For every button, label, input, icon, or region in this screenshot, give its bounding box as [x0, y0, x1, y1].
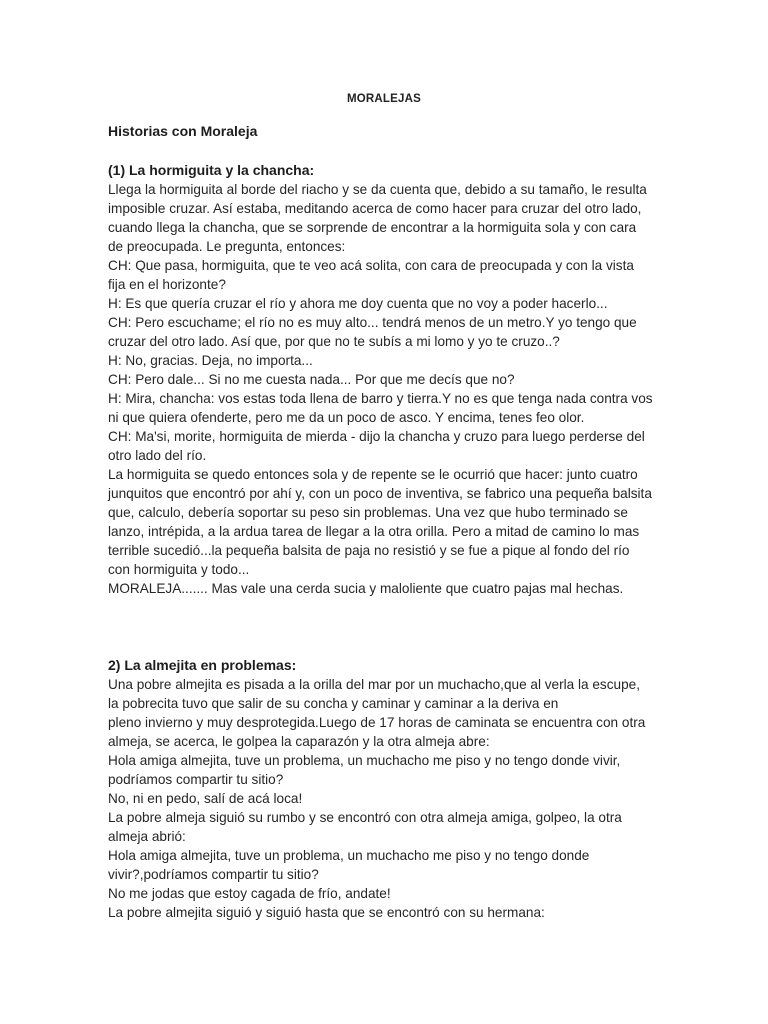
story-section-2: [108, 656, 668, 922]
paragraph-line: CH: Que pasa, hormiguita, que te veo acá solita, con cara de preocupada y con la vista: [108, 258, 634, 273]
paragraph-line: La hormiguita se quedo entonces sola y de repente se le ocurrió que hacer: junto cuatro: [108, 467, 638, 482]
paragraph-line: lanzo, intrépida, a la ardua tarea de llegar a la otra orilla. Pero a mitad de camino lo mas: [108, 524, 640, 539]
paragraph-line: imposible cruzar. Así estaba, meditando acerca de como hacer para cruzar del otro lado,: [108, 201, 642, 216]
paragraph-line: terrible sucedió...la pequeña balsita de paja no resistió y se fue a pique al fondo del río: [108, 543, 630, 558]
paragraph-line: MORALEJA....... Mas vale una cerda sucia y maloliente que cuatro pajas mal hechas.: [108, 581, 624, 596]
paragraph-line: cuando llega la chancha, que se sorprende de encontrar a la hormiguita sola y con cara: [108, 220, 637, 235]
paragraph-line: fija en el horizonte?: [108, 277, 226, 292]
paragraph-line: No, ni en pedo, salí de acá loca!: [108, 791, 303, 806]
paragraph-line: junquitos que encontró por ahí y, con un poco de inventiva, se fabrico una pequeña balsita: [108, 486, 652, 501]
story-heading-2: 2) La almejita en problemas:: [108, 657, 297, 673]
document-title: MORALEJAS: [346, 93, 421, 105]
document-subtitle: Historias con Moraleja: [108, 123, 258, 139]
story-heading-1: (1) La hormiguita y la chancha:: [108, 162, 315, 178]
paragraph-line: la pobrecita tuvo que salir de su concha y caminar y caminar a la deriva en: [108, 696, 559, 711]
paragraph-line: Hola amiga almejita, tuve un problema, un muchacho me piso y no tengo donde vivir,: [108, 753, 621, 768]
paragraph-line: H: Es que quería cruzar el río y ahora me doy cuenta que no voy a poder hacerlo...: [108, 296, 608, 311]
paragraph-line: CH: Ma'si, morite, hormiguita de mierda - dijo la chancha y cruzo para luego perderse del: [108, 429, 645, 444]
paragraph-line: almeja abrió:: [108, 829, 186, 844]
paragraph-line: almeja, se acerca, le golpea la caparazón y la otra almeja abre:: [108, 734, 490, 749]
paragraph-line: podríamos compartir tu sitio?: [108, 772, 284, 787]
paragraph-line: CH: Pero dale... Si no me cuesta nada... Por que me decís que no?: [108, 372, 515, 387]
paragraph-line: H: No, gracias. Deja, no importa...: [108, 353, 313, 368]
paragraph-line: vivir?,podríamos compartir tu sitio?: [108, 867, 319, 882]
paragraph-line: Hola amiga almejita, tuve un problema, un muchacho me piso y no tengo donde: [108, 848, 590, 863]
story-section-1: [108, 161, 668, 598]
paragraph-line: CH: Pero escuchame; el río no es muy alto... tendrá menos de un metro.Y yo tengo que: [108, 315, 637, 330]
paragraph-line: pleno invierno y muy desprotegida.Luego de 17 horas de caminata se encuentra con otra: [108, 715, 646, 730]
paragraph-line: de preocupada. Le pregunta, entonces:: [108, 239, 346, 254]
paragraph-line: La pobre almejita siguió y siguió hasta que se encontró con su hermana:: [108, 905, 545, 920]
paragraph-line: Llega la hormiguita al borde del riacho y se da cuenta que, debido a su tamaño, le resulta: [108, 182, 647, 197]
paragraph-line: H: Mira, chancha: vos estas toda llena de barro y tierra.Y no es que tenga nada contra vos: [108, 391, 653, 406]
paragraph-line: ni que quiera ofenderte, pero me da un poco de asco. Y encima, tenes feo olor.: [108, 410, 585, 425]
paragraph-line: Una pobre almejita es pisada a la orilla del mar por un muchacho,que al verla la escupe,: [108, 677, 640, 692]
paragraph-line: La pobre almeja siguió su rumbo y se encontró con otra almeja amiga, golpeo, la otra: [108, 810, 622, 825]
paragraph-line: cruzar del otro lado. Así que, por que no te subís a mi lomo y yo te cruzo..?: [108, 334, 560, 349]
story-body-1: [108, 180, 668, 598]
paragraph-line: que, calculo, debería soportar su peso sin problemas. Una vez que hubo terminado se: [108, 505, 628, 520]
paragraph-line: con hormiguita y todo...: [108, 562, 250, 577]
paragraph-line: otro lado del río.: [108, 448, 207, 463]
story-body-2: [108, 675, 668, 922]
paragraph-line: No me jodas que estoy cagada de frío, andate!: [108, 886, 391, 901]
